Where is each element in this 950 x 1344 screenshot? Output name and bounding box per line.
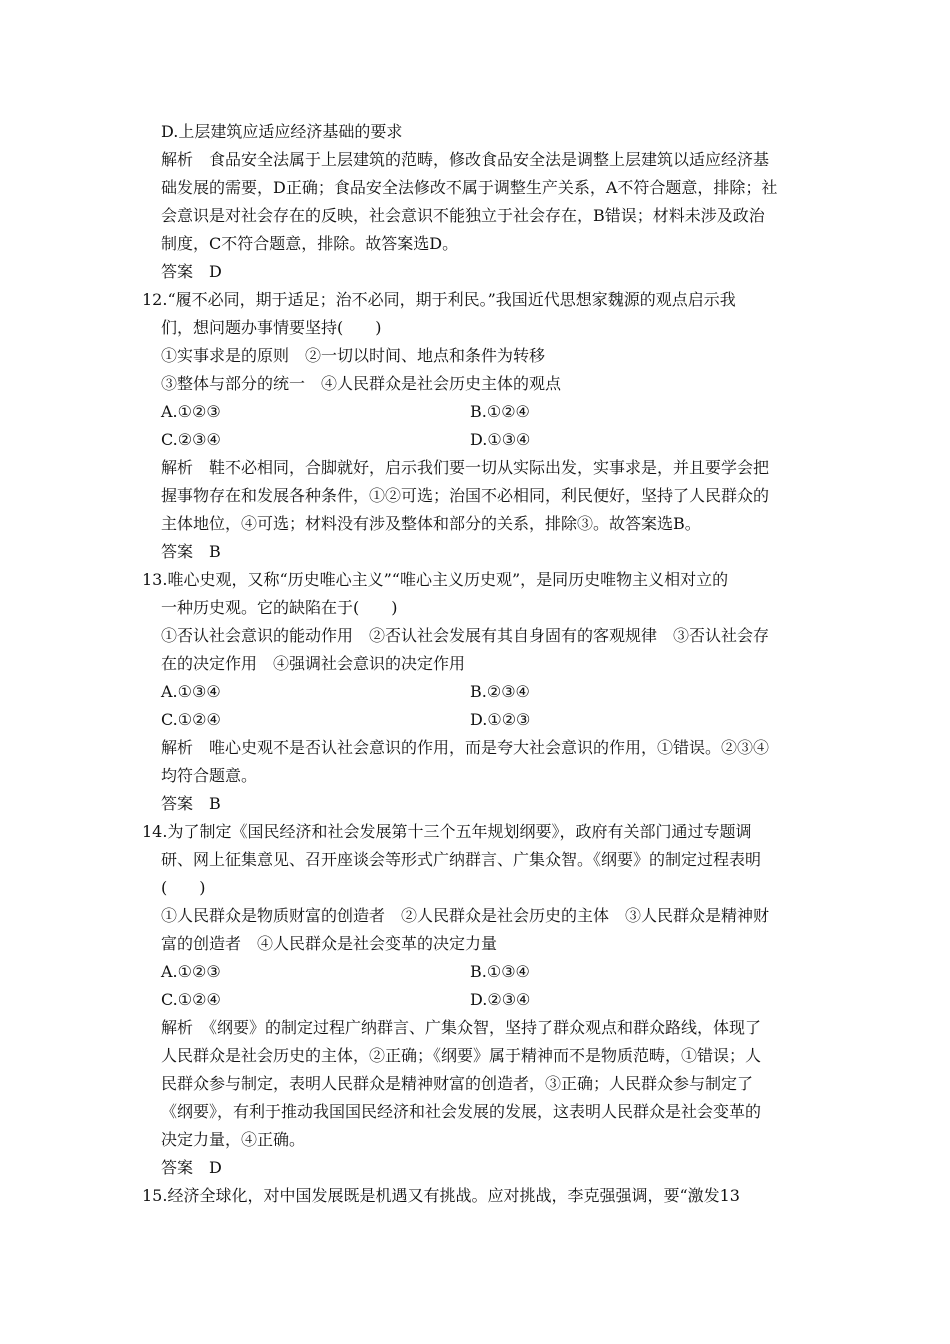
q12-stem-line: 12.“履不必同，期于适足；治不必同，期于利民。”我国近代思想家魏源的观点启示我 bbox=[142, 290, 736, 309]
q12-item-line: ①实事求是的原则 ②一切以时间、地点和条件为转移 bbox=[161, 346, 546, 365]
q13-option-a: A.①③④ bbox=[161, 682, 221, 701]
q14-option-d: D.②③④ bbox=[470, 990, 531, 1009]
q14-item-line: 富的创造者 ④人民群众是社会变革的决定力量 bbox=[161, 934, 498, 953]
q14-option-b: B.①③④ bbox=[470, 962, 530, 981]
q13-option-d: D.①②③ bbox=[470, 710, 531, 729]
q13-item-line: ①否认社会意识的能动作用 ②否认社会发展有其自身固有的客观规律 ③否认社会存 bbox=[161, 626, 770, 645]
q14-stem-line: 研、网上征集意见、召开座谈会等形式广纳群言、广集众智。《纲要》的制定过程表明 bbox=[161, 850, 762, 869]
q14-analysis-line: 解析 《纲要》的制定过程广纳群言、广集众智，坚持了群众观点和群众路线，体现了 bbox=[161, 1018, 762, 1037]
q14-option-c: C.①②④ bbox=[161, 990, 221, 1009]
q13-option-c: C.①②④ bbox=[161, 710, 221, 729]
q11-analysis-line: 础发展的需要，D正确；食品安全法修改不属于调整生产关系，A不符合题意，排除；社 bbox=[161, 178, 778, 197]
q13-stem-line: 13.唯心史观，又称“历史唯心主义”“唯心主义历史观”，是同历史唯物主义相对立的 bbox=[142, 570, 729, 589]
q12-option-a: A.①②③ bbox=[161, 402, 221, 421]
q12-option-d: D.①③④ bbox=[470, 430, 531, 449]
q13-answer: 答案 B bbox=[161, 794, 221, 813]
q11-analysis-line: 会意识是对社会存在的反映，社会意识不能独立于社会存在，B错误；材料未涉及政治 bbox=[161, 206, 765, 225]
q14-option-a: A.①②③ bbox=[161, 962, 221, 981]
q13-option-b: B.②③④ bbox=[470, 682, 530, 701]
q13-analysis-line: 均符合题意。 bbox=[161, 766, 258, 785]
q13-stem-line: 一种历史观。它的缺陷在于( ) bbox=[161, 598, 398, 617]
q11-analysis-line: 制度，C不符合题意，排除。故答案选D。 bbox=[161, 234, 459, 253]
q14-analysis-line: 《纲要》，有利于推动我国国民经济和社会发展的发展，这表明人民群众是社会变革的 bbox=[161, 1102, 762, 1121]
q14-analysis-line: 决定力量，④正确。 bbox=[161, 1130, 306, 1149]
q13-item-line: 在的决定作用 ④强调社会意识的决定作用 bbox=[161, 654, 466, 673]
q14-analysis-line: 人民群众是社会历史的主体，②正确；《纲要》属于精神而不是物质范畴，①错误；人 bbox=[161, 1046, 762, 1065]
q12-analysis-line: 握事物存在和发展各种条件，①②可选；治国不必相同，利民便好，坚持了人民群众的 bbox=[161, 486, 770, 505]
q11-option-d: D.上层建筑应适应经济基础的要求 bbox=[161, 122, 403, 141]
q14-analysis-line: 民群众参与制定，表明人民群众是精神财富的创造者，③正确；人民群众参与制定了 bbox=[161, 1074, 754, 1093]
q12-answer: 答案 B bbox=[161, 542, 221, 561]
q14-item-line: ①人民群众是物质财富的创造者 ②人民群众是社会历史的主体 ③人民群众是精神财 bbox=[161, 906, 770, 925]
q14-answer: 答案 D bbox=[161, 1158, 222, 1177]
q12-stem-line: 们，想问题办事情要坚持( ) bbox=[161, 318, 382, 337]
q12-option-b: B.①②④ bbox=[470, 402, 530, 421]
q11-answer: 答案 D bbox=[161, 262, 222, 281]
q13-analysis-line: 解析 唯心史观不是否认社会意识的作用，而是夸大社会意识的作用，①错误。②③④ bbox=[161, 738, 770, 757]
q12-option-c: C.②③④ bbox=[161, 430, 221, 449]
q12-item-line: ③整体与部分的统一 ④人民群众是社会历史主体的观点 bbox=[161, 374, 562, 393]
q14-stem-line: ( ) bbox=[161, 878, 206, 897]
q14-stem-line: 14.为了制定《国民经济和社会发展第十三个五年规划纲要》，政府有关部门通过专题调 bbox=[142, 822, 752, 841]
q11-analysis-line: 解析 食品安全法属于上层建筑的范畴，修改食品安全法是调整上层建筑以适应经济基 bbox=[161, 150, 770, 169]
q12-analysis-line: 主体地位，④可选；材料没有涉及整体和部分的关系，排除③。故答案选B。 bbox=[161, 514, 701, 533]
q12-analysis-line: 解析 鞋不必相同，合脚就好，启示我们要一切从实际出发，实事求是，并且要学会把 bbox=[161, 458, 770, 477]
q15-stem-line: 15.经济全球化，对中国发展既是机遇又有挑战。应对挑战，李克强强调，要“激发13 bbox=[142, 1186, 740, 1205]
